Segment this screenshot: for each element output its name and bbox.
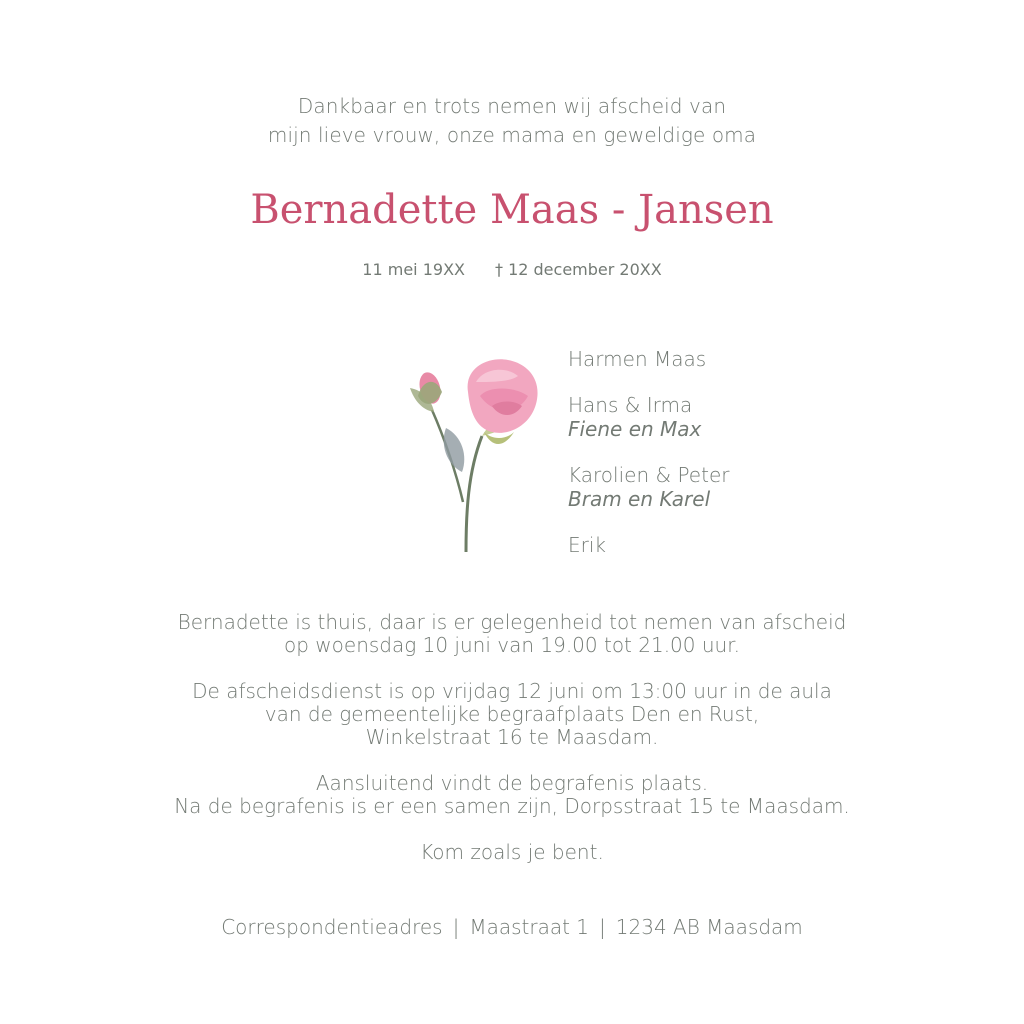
visitation-line: op woensdag 10 juni van 19.00 tot 21.00 uur. <box>284 633 740 657</box>
family-names: Erik <box>568 533 606 557</box>
address-city: 1234 AB Maasdam <box>615 915 803 939</box>
family-entry <box>568 393 888 441</box>
deceased-name: Bernadette Maas - Jansen <box>250 187 774 233</box>
address-street: Maastraat 1 <box>469 915 590 939</box>
service-line: De afscheidsdienst is op vrijdag 12 juni om 13:00 uur in de aula <box>192 679 832 703</box>
intro-line-2: mijn lieve vrouw, onze mama en geweldige oma <box>267 123 757 147</box>
birth-date: 11 mei 19XX <box>362 260 465 279</box>
ceremony-info <box>0 611 1024 864</box>
address-label: Correspondentieadres <box>221 915 443 939</box>
service-line: van de gemeentelijke begraafplaats Den en Rust, <box>264 702 760 726</box>
burial-line: Aansluitend vindt de begrafenis plaats. <box>315 771 709 795</box>
rose-icon <box>396 352 546 557</box>
family-entry <box>568 533 888 557</box>
visitation-line: Bernadette is thuis, daar is er gelegenheid tot nemen van afscheid <box>177 610 847 634</box>
family-entry <box>568 347 888 371</box>
family-names: Harmen Maas <box>568 347 707 371</box>
intro-text <box>0 92 1024 150</box>
intro-line-1: Dankbaar en trots nemen wij afscheid van <box>297 94 727 118</box>
family-children: Fiene en Max <box>568 417 702 441</box>
service-line: Winkelstraat 16 te Maasdam. <box>365 725 659 749</box>
death-date: † 12 december 20XX <box>494 260 662 279</box>
address-separator: | <box>599 915 606 939</box>
address-separator: | <box>452 915 460 939</box>
visitation-paragraph <box>0 611 1024 657</box>
service-paragraph <box>0 680 1024 749</box>
family-children: Bram en Karel <box>568 487 711 511</box>
family-entry <box>568 463 888 511</box>
correspondence-address <box>0 913 1024 941</box>
burial-line: Na de begrafenis is er een samen zijn, Dorpsstraat 15 te Maasdam. <box>174 794 850 818</box>
family-names: Karolien & Peter <box>568 463 730 487</box>
family-list <box>568 347 888 579</box>
closing-line: Kom zoals je bent. <box>420 840 604 864</box>
family-names: Hans & Irma <box>568 393 693 417</box>
burial-paragraph <box>0 772 1024 818</box>
life-dates <box>0 258 1024 282</box>
